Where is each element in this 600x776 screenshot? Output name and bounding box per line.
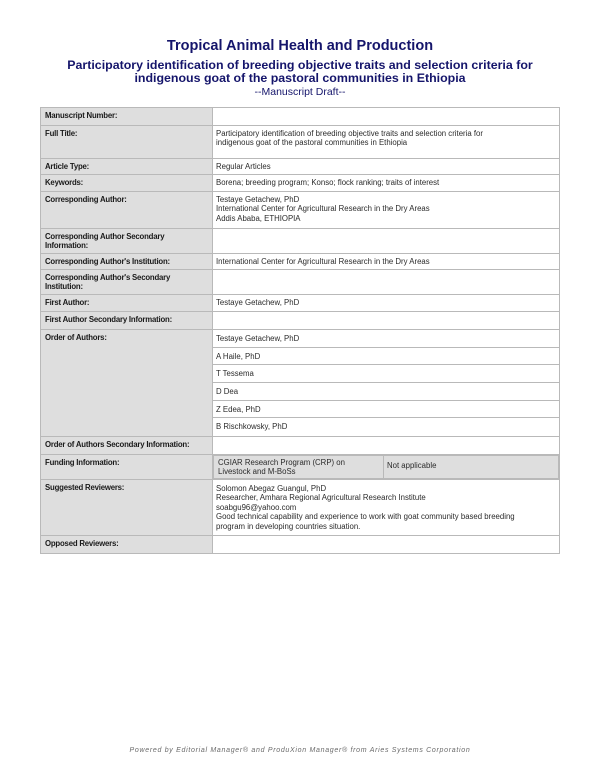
label-full-title: Full Title: [41, 126, 213, 158]
value-funding [213, 455, 559, 479]
reviewer-line: Good technical capability and experience to work with goat community based breeding [216, 512, 515, 522]
row-ca-secondary-info [41, 228, 559, 253]
corresponding-author-line: International Center for Agricultural Research in the Dry Areas [216, 204, 430, 214]
value-ca-secondary-info [213, 229, 559, 253]
label-ca-secondary-institution: Corresponding Author's Secondary Institution: [41, 270, 213, 294]
row-manuscript-number [41, 108, 559, 125]
value-ca-institution: International Center for Agricultural Research in the Dry Areas [216, 257, 430, 267]
row-ca-institution [41, 253, 559, 269]
full-title-line: Participatory identification of breeding objective traits and selection criteria for [216, 129, 483, 138]
label-article-type: Article Type: [41, 159, 213, 174]
value-order-of-authors [213, 330, 559, 436]
label-manuscript-number: Manuscript Number: [41, 108, 213, 125]
value-opposed-reviewers [213, 536, 559, 553]
value-fa-secondary-info [213, 312, 559, 329]
author-entry: Testaye Getachew, PhD [213, 330, 559, 348]
value-full-title [213, 126, 559, 158]
funding-program-line: CGIAR Research Program (CRP) on [218, 457, 345, 467]
row-order-of-authors [41, 329, 559, 436]
row-corresponding-author [41, 191, 559, 228]
row-first-author [41, 294, 559, 310]
value-first-author: Testaye Getachew, PhD [216, 298, 300, 308]
label-corresponding-author: Corresponding Author: [41, 192, 213, 228]
funding-program-line: Livestock and M-BoSs [218, 466, 296, 476]
value-corresponding-author [213, 192, 559, 228]
value-manuscript-number [213, 108, 559, 125]
author-entry: B Rischkowsky, PhD [216, 422, 288, 432]
reviewer-line: soabgu96@yahoo.com [216, 502, 297, 512]
author-entry: A Haile, PhD [213, 348, 559, 366]
label-order-of-authors: Order of Authors: [41, 330, 213, 436]
value-order-secondary-info [213, 437, 559, 454]
row-keywords [41, 174, 559, 190]
label-ca-institution: Corresponding Author's Institution: [41, 254, 213, 269]
manuscript-details-table [40, 107, 560, 554]
row-funding [41, 454, 559, 479]
row-full-title [41, 125, 559, 158]
label-funding: Funding Information: [41, 455, 213, 479]
funding-grant: Not applicable [387, 460, 437, 470]
reviewer-line: Solomon Abegaz Guangul, PhD [216, 483, 327, 493]
author-entry: T Tessema [213, 365, 559, 383]
row-suggested-reviewers [41, 479, 559, 535]
draft-label: --Manuscript Draft-- [254, 86, 346, 98]
label-opposed-reviewers: Opposed Reviewers: [41, 536, 213, 553]
reviewer-line: Researcher, Amhara Regional Agricultural Research Institute [216, 493, 426, 503]
label-ca-secondary-info: Corresponding Author Secondary Information: [41, 229, 213, 253]
label-order-secondary-info: Order of Authors Secondary Information: [41, 437, 213, 454]
row-opposed-reviewers [41, 535, 559, 553]
row-fa-secondary-info [41, 311, 559, 329]
label-suggested-reviewers: Suggested Reviewers: [41, 480, 213, 535]
manuscript-title: Participatory identification of breeding objective traits and selection criteria for indigenous goat of the pastoral communities in Ethiopia [67, 58, 533, 85]
funding-table [213, 455, 559, 479]
value-ca-secondary-institution [213, 270, 559, 294]
value-article-type: Regular Articles [216, 162, 271, 171]
author-entry: D Dea [213, 383, 559, 401]
full-title-line: indigenous goat of the pastoral communities in Ethiopia [216, 138, 408, 148]
value-keywords: Borena; breeding program; Konso; flock ranking; traits of interest [216, 178, 440, 188]
row-ca-secondary-institution [41, 269, 559, 294]
row-order-secondary-info [41, 436, 559, 454]
journal-title: Tropical Animal Health and Production [166, 38, 434, 54]
author-entry: Z Edea, PhD [213, 401, 559, 419]
label-keywords: Keywords: [41, 175, 213, 190]
label-first-author: First Author: [41, 295, 213, 310]
footer-powered-by: Powered by Editorial Manager® and ProduXion Manager® from Aries Systems Corporation [129, 747, 471, 754]
funding-program [214, 456, 384, 478]
corresponding-author-line: Addis Ababa, ETHIOPIA [216, 213, 301, 223]
corresponding-author-line: Testaye Getachew, PhD [216, 194, 300, 204]
row-article-type [41, 158, 559, 174]
value-suggested-reviewers [213, 480, 559, 535]
reviewer-line: program in developing countries situation. [216, 521, 361, 531]
label-fa-secondary-info: First Author Secondary Information: [41, 312, 213, 329]
